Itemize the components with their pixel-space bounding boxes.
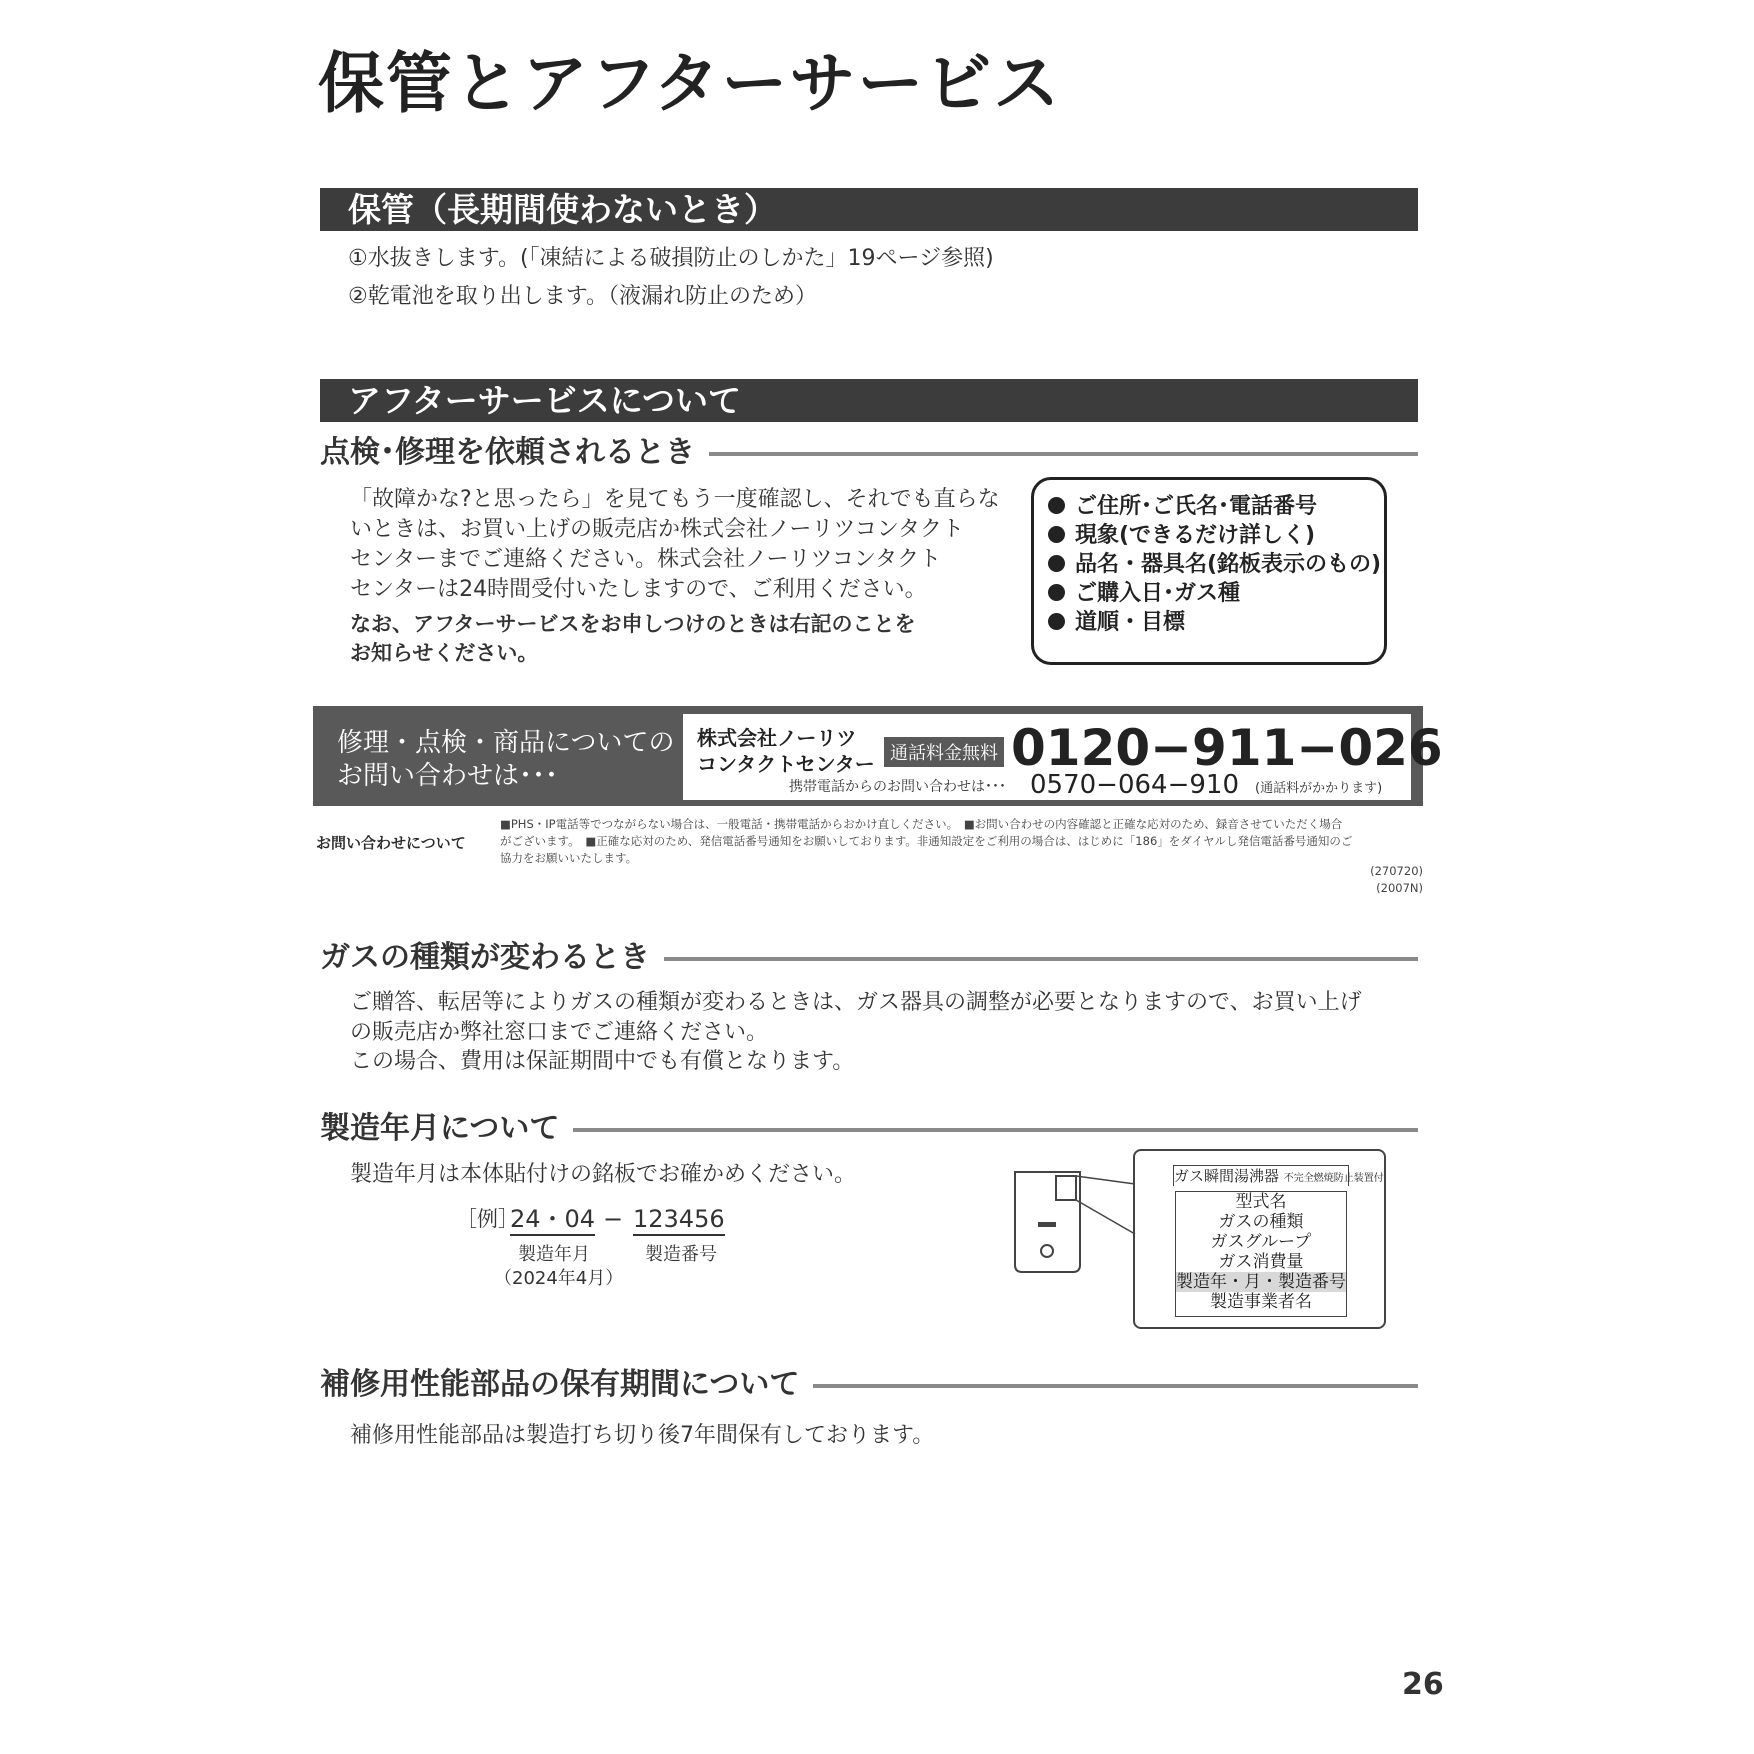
checklist-item: 現象(できるだけ詳しく) <box>1048 521 1384 550</box>
checklist-box <box>1031 477 1387 665</box>
inquiry-label: お問い合わせについて <box>316 834 466 852</box>
inquiry-notes: ■PHS・IP電話等でつながらない場合は、一般電話・携帯電話からおかけ直しください。 ■お問い合わせの内容確認と正確な応対のため、録音させていただく場合 がございます。 ■正確な応対のため、発信電話番号通知をお願いしております。非通知設定をご利用の場合は、はじめに「186」をダイヤルし発信電話番号通知のご 協力をお願いいたします。 <box>500 817 1353 865</box>
bullet-icon <box>1048 613 1065 630</box>
plate-title: ガス瞬間湯沸器 不完全燃焼防止装置付 <box>1174 1167 1384 1185</box>
mobile-number[interactable]: 0570−064−910 <box>1030 770 1239 800</box>
page-title: 保管とアフターサービス <box>318 45 1062 122</box>
serial-caption: 製造番号 <box>645 1244 717 1265</box>
gas-change-text-1: ご贈答、転居等によりガスの種類が変わるときは、ガス器具の調整が必要となりますので、お買い上げ <box>350 990 1362 1015</box>
rating-plate <box>1133 1149 1386 1329</box>
storage-heading: 保管（長期間使わないとき） <box>320 188 1418 231</box>
bullet-icon <box>1048 584 1065 601</box>
checklist-item: 道順・目標 <box>1048 608 1384 637</box>
page-number: 26 <box>1402 1667 1444 1702</box>
plate-item: ガスの種類 <box>1218 1212 1304 1232</box>
repair-text-4: センターは24時間受付いたしますので、ご利用ください。 <box>350 577 927 602</box>
date-caption: 製造年月 <box>518 1244 590 1265</box>
water-heater-icon <box>1000 1160 1140 1280</box>
plate-item: ガスグループ <box>1210 1232 1312 1252</box>
checklist-item: ご購入日･ガス種 <box>1048 579 1384 608</box>
repair-text-2: いときは、お買い上げの販売店か株式会社ノーリツコンタクト <box>350 517 965 542</box>
contact-company: 株式会社ノーリツ コンタクトセンター <box>697 726 875 776</box>
mobile-label: 携帯電話からのお問い合わせは･･･ <box>789 779 1006 795</box>
storage-step-2: ②乾電池を取り出します。（液漏れ防止のため） <box>348 284 817 309</box>
plate-items <box>1175 1191 1347 1317</box>
toll-free-number[interactable]: 0120−911−026 <box>1011 719 1443 777</box>
bullet-icon <box>1048 497 1065 514</box>
gas-change-subheading-text: ガスの種類が変わるとき <box>320 936 664 980</box>
parts-subheading-text: 補修用性能部品の保有期間について <box>320 1363 813 1407</box>
plate-item: 製造事業者名 <box>1210 1292 1312 1312</box>
repair-text-1: 「故障かな?と思ったら」を見てもう一度確認し、それでも直らな <box>350 487 1000 512</box>
storage-step-1: ①水抜きします。(「凍結による破損防止のしかた」19ページ参照) <box>348 246 994 271</box>
manufacture-subheading-text: 製造年月について <box>320 1107 573 1151</box>
example-date: 24・04 <box>510 1204 595 1234</box>
date-example: （2024年4月） <box>494 1268 624 1289</box>
example-serial: 123456 <box>633 1204 725 1234</box>
checklist-item: ご住所･ご氏名･電話番号 <box>1048 492 1384 521</box>
example-label: ［例］ <box>456 1207 519 1231</box>
repair-note-1: なお、アフターサービスをお申しつけのときは右記のことを <box>350 612 916 636</box>
bullet-icon <box>1048 555 1065 572</box>
repair-note-2: お知らせください。 <box>350 641 539 665</box>
contact-band <box>313 706 1443 806</box>
bullet-icon <box>1048 526 1065 543</box>
repair-subheading <box>320 431 1418 475</box>
plate-item-highlighted: 製造年・月・製造番号 <box>1176 1272 1346 1292</box>
plate-item: ガス消費量 <box>1218 1252 1304 1272</box>
gas-change-text-3: この場合、費用は保証期間中でも有償となります。 <box>350 1049 855 1074</box>
manufacture-text: 製造年月は本体貼付けの銘板でお確かめください。 <box>350 1162 857 1187</box>
manufacture-subheading <box>320 1107 1418 1151</box>
repair-subheading-text: 点検･修理を依頼されるとき <box>320 431 709 475</box>
contact-info <box>683 714 1443 800</box>
gas-change-text-2: の販売店か弊社窓口までご連絡ください。 <box>350 1020 769 1045</box>
checklist-item: 品名・器具名(銘板表示のもの) <box>1048 550 1384 579</box>
example-dash: − <box>603 1205 624 1233</box>
parts-subheading <box>320 1363 1418 1407</box>
parts-text: 補修用性能部品は製造打ち切り後7年間保有しております。 <box>350 1423 935 1448</box>
after-service-heading: アフターサービスについて <box>320 379 1418 422</box>
mobile-note: (通話料がかかります) <box>1255 781 1383 796</box>
repair-text-3: センターまでご連絡ください。株式会社ノーリツコンタクト <box>350 547 942 572</box>
toll-free-badge: 通話料金無料 <box>884 737 1004 767</box>
contact-label: 修理・点検・商品についての お問い合わせは･･･ <box>337 728 675 791</box>
gas-change-subheading <box>320 936 1418 980</box>
document-codes: (270720) (2007N) <box>1370 864 1423 895</box>
plate-item: 型式名 <box>1235 1192 1287 1212</box>
